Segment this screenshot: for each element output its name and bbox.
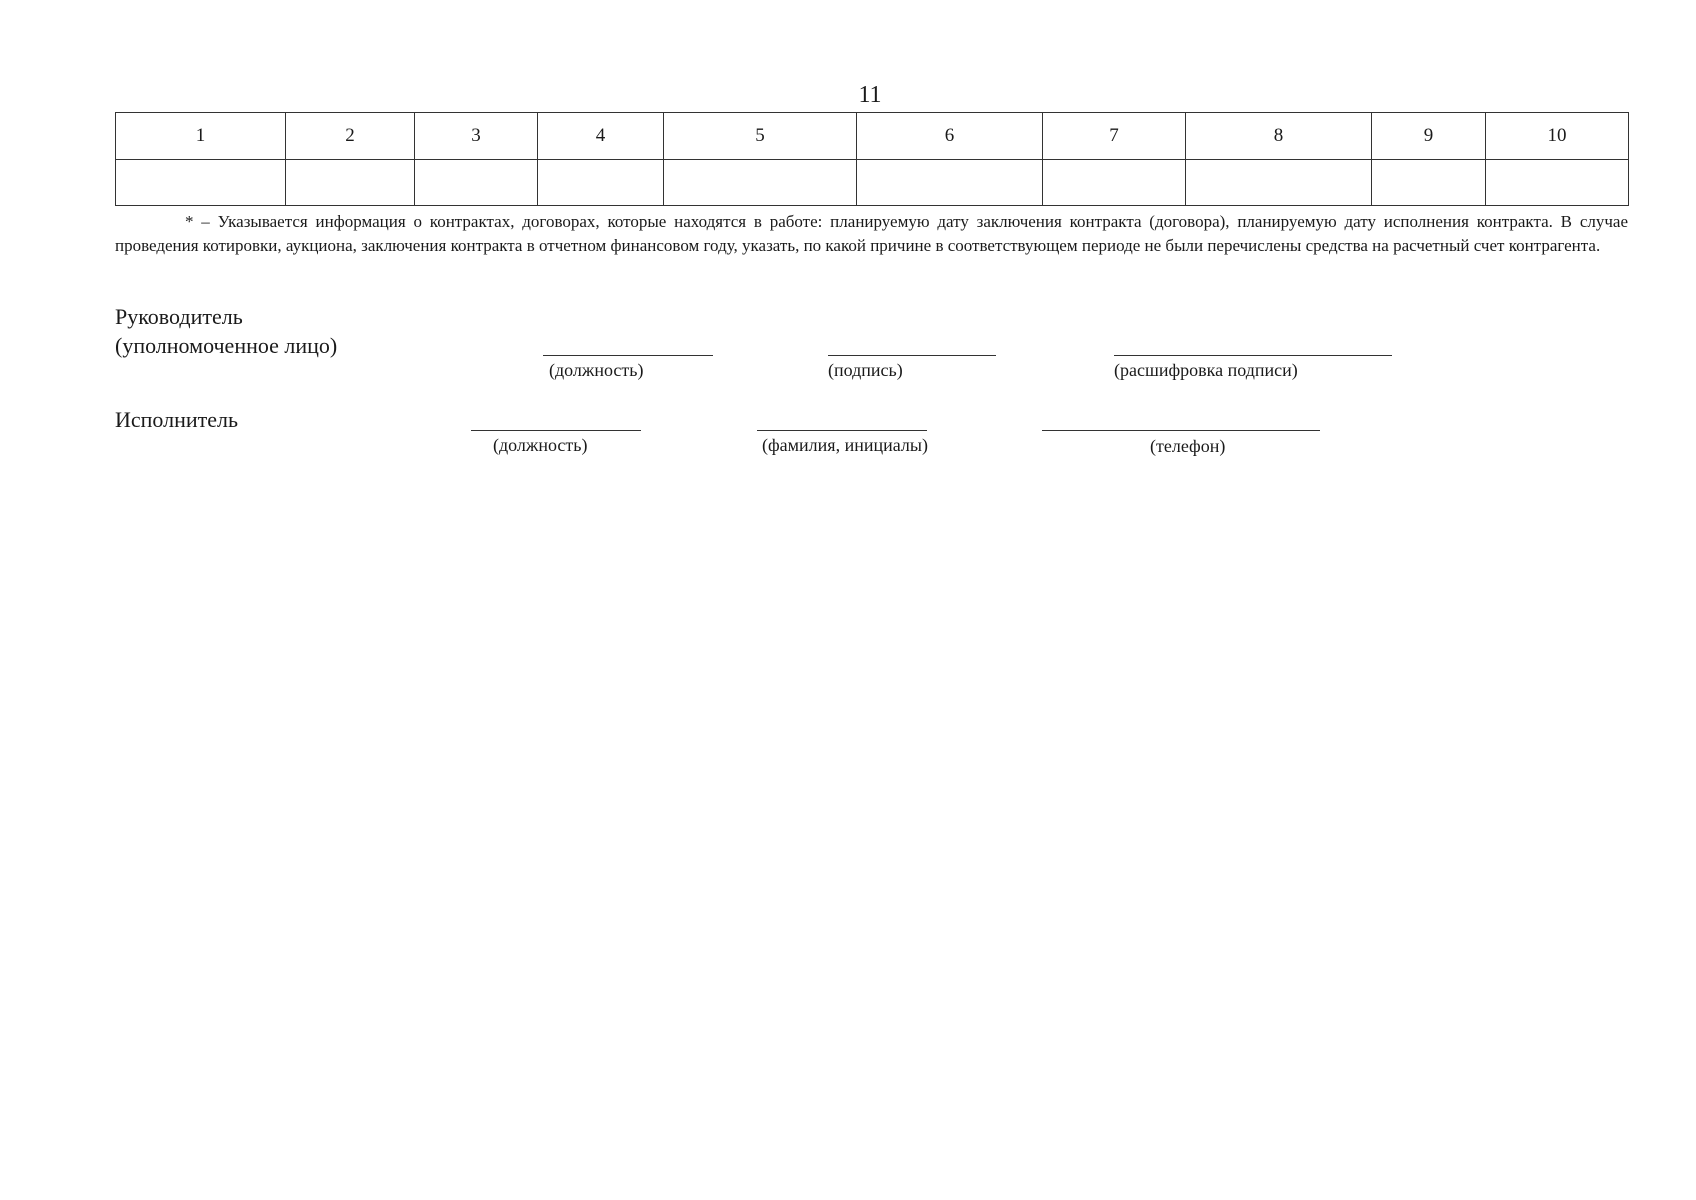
table-row [116, 160, 1629, 206]
head-position-line [543, 355, 713, 356]
table-header-row [116, 113, 1629, 160]
head-position-caption: (должность) [549, 360, 644, 380]
table-cell [1372, 160, 1486, 206]
footnote: * – Указывается информация о контрактах, договорах, которые находятся в работе: планируемую дату заключения контракта (договора), планируемую дату исполнения контракта. В случае проведения котировки, аукциона, заключения контракта в отчетном финансовом году, указать, по какой причине в соответствующем периоде не были перечислены средства на расчетный счет контрагента. [115, 212, 1628, 255]
head-signature-decoding-caption: (расшифровка подписи) [1114, 360, 1298, 380]
column-number: 10 [1486, 113, 1629, 160]
table-cell [664, 160, 857, 206]
head-signature-caption: (подпись) [828, 360, 903, 380]
head-title: Руководитель [115, 304, 243, 329]
column-number: 5 [664, 113, 857, 160]
column-number: 8 [1186, 113, 1372, 160]
table-cell [1486, 160, 1629, 206]
table-cell [1043, 160, 1186, 206]
form-table [115, 112, 1629, 206]
column-number: 2 [286, 113, 415, 160]
table-cell [116, 160, 286, 206]
page-number: 11 [858, 82, 882, 108]
executor-name-caption: (фамилия, инициалы) [762, 435, 928, 455]
head-subtitle: (уполномоченное лицо) [115, 333, 338, 358]
executor-position-line [471, 430, 641, 431]
column-number: 6 [857, 113, 1043, 160]
table-cell [415, 160, 538, 206]
executor-title: Исполнитель [115, 407, 239, 432]
head-signature-decoding-line [1114, 355, 1392, 356]
column-number: 1 [116, 113, 286, 160]
column-number: 7 [1043, 113, 1186, 160]
table-cell [857, 160, 1043, 206]
column-number: 4 [538, 113, 664, 160]
executor-phone-caption: (телефон) [1150, 436, 1226, 456]
column-number: 9 [1372, 113, 1486, 160]
column-number: 3 [415, 113, 538, 160]
executor-phone-line [1042, 430, 1320, 431]
table-cell [286, 160, 415, 206]
executor-position-caption: (должность) [493, 435, 588, 455]
executor-name-line [757, 430, 927, 431]
head-signature-line [828, 355, 996, 356]
table-cell [1186, 160, 1372, 206]
table-cell [538, 160, 664, 206]
